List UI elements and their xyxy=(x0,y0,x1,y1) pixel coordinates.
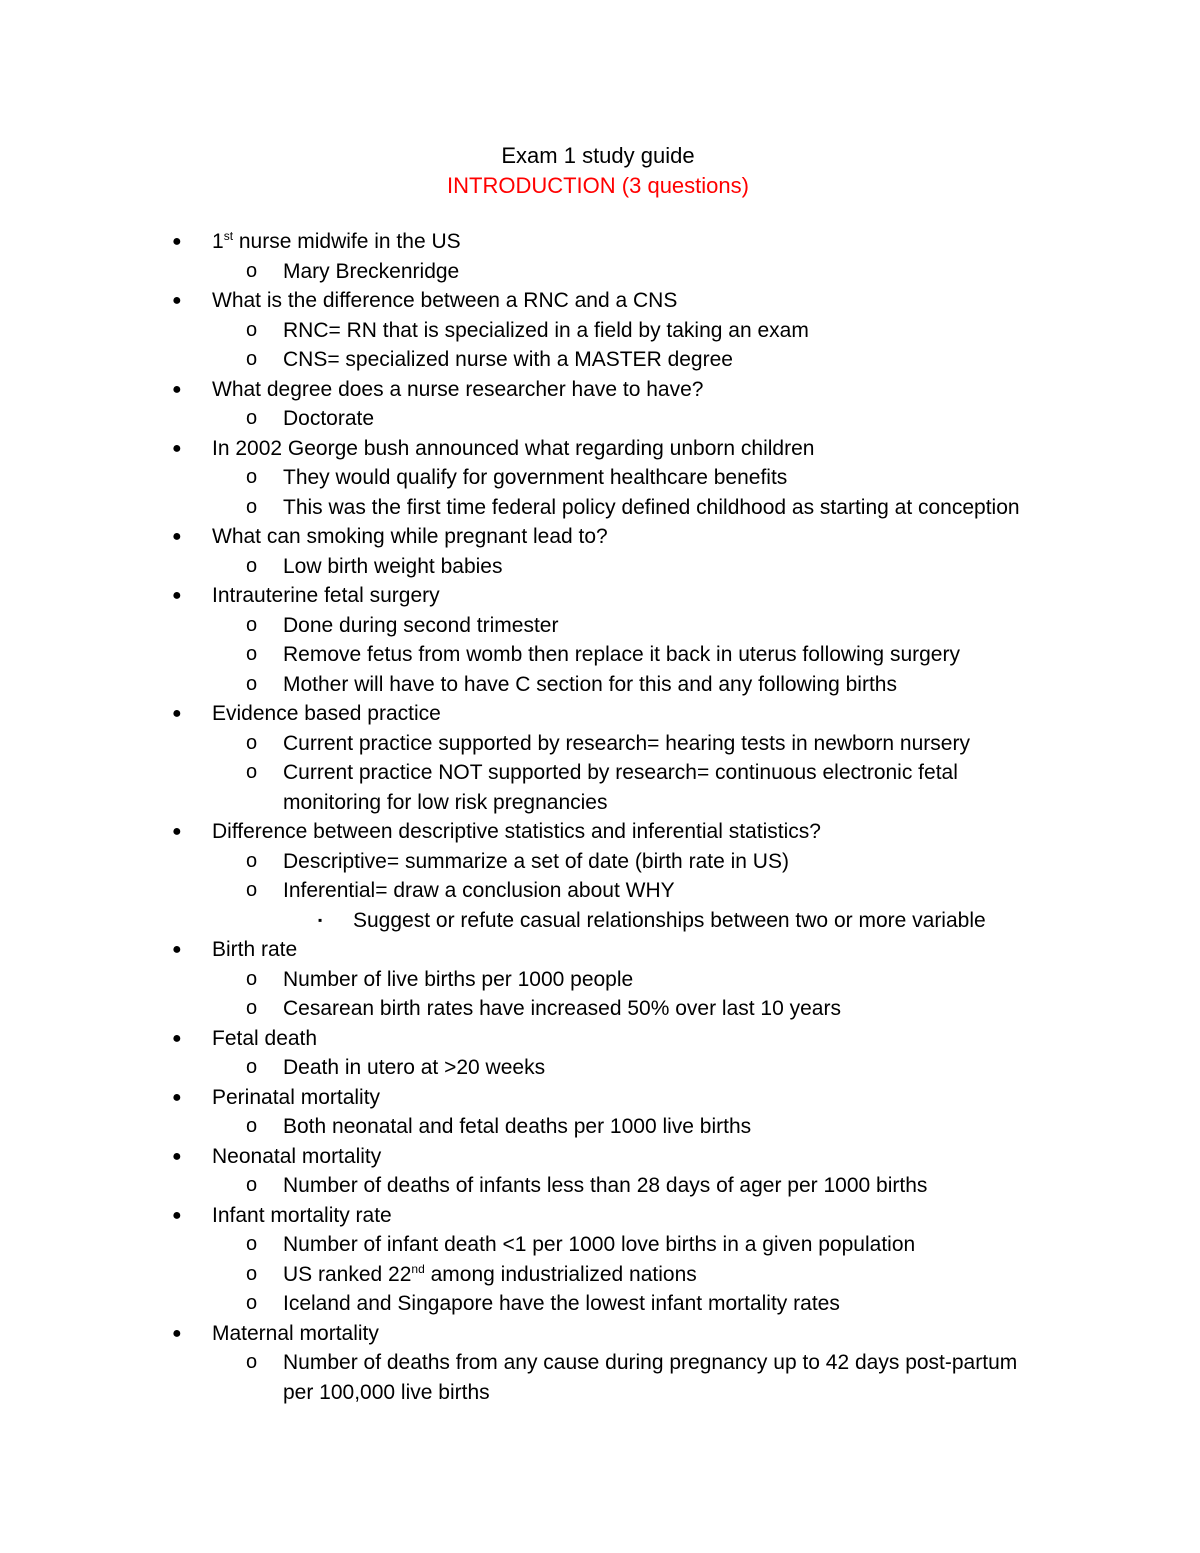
circle-bullet-icon: o xyxy=(246,407,258,429)
outline-subitem xyxy=(0,1171,1200,1201)
item-text: CNS= specialized nurse with a MASTER degree xyxy=(283,348,733,371)
item-text: This was the first time federal policy defined childhood as starting at conception xyxy=(283,495,1020,519)
item-text: Mary Breckenridge xyxy=(283,259,460,283)
outline-item xyxy=(0,1201,1200,1231)
circle-bullet-icon: o xyxy=(246,1292,258,1314)
outline-subitem xyxy=(0,1112,1200,1142)
item-text: per 100,000 live births xyxy=(283,1380,490,1404)
outline-subitem xyxy=(0,1289,1200,1319)
outline-list xyxy=(0,227,1200,1407)
item-text: Intrauterine fetal surgery xyxy=(212,584,440,607)
outline-subitem xyxy=(0,611,1200,641)
outline-item xyxy=(0,1083,1200,1113)
item-text: What is the difference between a RNC and a CNS xyxy=(212,289,678,312)
bullet-icon: ● xyxy=(172,1324,182,1342)
circle-bullet-icon: o xyxy=(246,761,258,783)
item-text: monitoring for low risk pregnancies xyxy=(283,790,608,814)
outline-subitem xyxy=(0,670,1200,700)
item-text: Number of deaths from any cause during pregnancy up to 42 days post-partum xyxy=(283,1351,1018,1374)
item-text: What can smoking while pregnant lead to? xyxy=(212,525,608,548)
circle-bullet-icon: o xyxy=(246,1115,258,1137)
outline-item xyxy=(0,227,1200,257)
circle-bullet-icon: o xyxy=(246,348,258,370)
circle-bullet-icon: o xyxy=(246,879,258,901)
circle-bullet-icon: o xyxy=(246,613,258,636)
item-text: Both neonatal and fetal deaths per 1000 live births xyxy=(283,1115,752,1138)
outline-subitem xyxy=(0,1230,1200,1260)
outline-subitem xyxy=(0,493,1200,523)
item-text: What degree does a nurse researcher have to have? xyxy=(212,377,704,401)
outline-subitem xyxy=(0,463,1200,493)
outline-subitem xyxy=(0,257,1200,287)
outline-subitem xyxy=(0,906,1200,936)
outline-item xyxy=(0,375,1200,405)
outline-subitem xyxy=(0,994,1200,1024)
item-text: Fetal death xyxy=(212,1026,318,1050)
circle-bullet-icon: o xyxy=(246,1351,258,1373)
document-title: Exam 1 study guide xyxy=(501,143,695,168)
outline-subitem xyxy=(0,758,1200,788)
item-text: Descriptive= summarize a set of date (birth rate in US) xyxy=(283,849,789,873)
item-text: Mother will have to have C section for this and any following births xyxy=(283,672,897,696)
bullet-icon: ● xyxy=(172,233,182,250)
circle-bullet-icon: o xyxy=(246,259,258,282)
circle-bullet-icon: o xyxy=(246,731,258,754)
outline-subitem xyxy=(0,965,1200,995)
outline-subitem xyxy=(0,552,1200,582)
outline-item xyxy=(0,522,1200,552)
circle-bullet-icon: o xyxy=(246,643,258,665)
outline-subitem xyxy=(0,1053,1200,1083)
outline-item xyxy=(0,1319,1200,1349)
item-text-rest: among industrialized nations xyxy=(424,1262,697,1286)
circle-bullet-icon: o xyxy=(246,466,258,488)
item-text: Current practice NOT supported by research= continuous electronic fetal xyxy=(283,761,958,784)
outline-item xyxy=(0,581,1200,611)
superscript: nd xyxy=(411,1261,425,1276)
outline-subitem xyxy=(0,316,1200,346)
outline-item-continuation xyxy=(0,1378,1200,1408)
circle-bullet-icon: o xyxy=(246,1056,258,1078)
item-text: Number of deaths of infants less than 28 days of ager per 1000 births xyxy=(283,1174,928,1197)
bullet-icon: ● xyxy=(172,528,182,545)
outline-subitem xyxy=(0,345,1200,375)
bullet-icon: ● xyxy=(172,1206,182,1224)
item-text: Low birth weight babies xyxy=(283,554,503,578)
outline-subitem xyxy=(0,1348,1200,1378)
bullet-icon: ● xyxy=(172,1147,182,1165)
square-bullet-icon: ▪ xyxy=(318,912,323,927)
item-text-rest: nurse midwife in the US xyxy=(233,230,461,253)
bullet-icon: ● xyxy=(172,587,182,604)
item-text: Remove fetus from womb then replace it back in uterus following surgery xyxy=(283,643,960,666)
outline-item xyxy=(0,1024,1200,1054)
item-text: In 2002 George bush announced what regarding unborn children xyxy=(212,436,815,460)
circle-bullet-icon: o xyxy=(246,672,258,695)
item-text: Infant mortality rate xyxy=(212,1203,392,1227)
circle-bullet-icon: o xyxy=(246,1233,258,1255)
item-text: 1 xyxy=(212,230,224,253)
item-text: Inferential= draw a conclusion about WHY xyxy=(283,879,675,902)
bullet-icon: ● xyxy=(172,380,182,398)
outline-subitem xyxy=(0,1260,1200,1290)
superscript: st xyxy=(223,229,234,243)
circle-bullet-icon: o xyxy=(246,967,258,990)
item-text: Number of live births per 1000 people xyxy=(283,967,634,991)
circle-bullet-icon: o xyxy=(246,997,258,1019)
item-text: Perinatal mortality xyxy=(212,1085,381,1109)
outline-subitem xyxy=(0,847,1200,877)
item-text: Doctorate xyxy=(283,407,375,430)
circle-bullet-icon: o xyxy=(246,1174,258,1196)
outline-subitem xyxy=(0,404,1200,434)
item-text: Done during second trimester xyxy=(283,613,559,637)
item-text: Birth rate xyxy=(212,938,298,961)
outline-item xyxy=(0,817,1200,847)
circle-bullet-icon: o xyxy=(246,554,258,577)
outline-subitem xyxy=(0,876,1200,906)
outline-item xyxy=(0,935,1200,965)
outline-subitem xyxy=(0,640,1200,670)
item-text: Maternal mortality xyxy=(212,1321,379,1345)
item-text: They would qualify for government healthcare benefits xyxy=(283,466,788,489)
bullet-icon: ● xyxy=(172,292,182,309)
outline-item xyxy=(0,434,1200,464)
item-text: US ranked 22 xyxy=(283,1262,412,1286)
bullet-icon: ● xyxy=(172,1029,182,1047)
outline-item xyxy=(0,1142,1200,1172)
circle-bullet-icon: o xyxy=(246,318,258,341)
item-text: Cesarean birth rates have increased 50% over last 10 years xyxy=(283,997,841,1020)
outline-item xyxy=(0,286,1200,316)
item-text: RNC= RN that is specialized in a field by taking an exam xyxy=(283,318,809,342)
circle-bullet-icon: o xyxy=(246,1262,258,1285)
item-text: Iceland and Singapore have the lowest infant mortality rates xyxy=(283,1292,840,1315)
item-text: Death in utero at >20 weeks xyxy=(283,1056,546,1079)
item-text: Current practice supported by research= hearing tests in newborn nursery xyxy=(283,731,970,755)
item-text: Neonatal mortality xyxy=(212,1144,382,1168)
bullet-icon: ● xyxy=(172,941,182,958)
circle-bullet-icon: o xyxy=(246,849,258,872)
bullet-icon: ● xyxy=(172,705,182,722)
outline-item-continuation xyxy=(0,788,1200,818)
circle-bullet-icon: o xyxy=(246,495,258,518)
outline-subitem xyxy=(0,729,1200,759)
bullet-icon: ● xyxy=(172,1088,182,1106)
item-text: Number of infant death <1 per 1000 love births in a given population xyxy=(283,1233,916,1256)
item-text: Suggest or refute casual relationships between two or more variable xyxy=(353,908,986,932)
bullet-icon: ● xyxy=(172,439,182,457)
section-heading: INTRODUCTION (3 questions) xyxy=(447,173,749,198)
item-text: Difference between descriptive statistics and inferential statistics? xyxy=(212,820,821,843)
outline-item xyxy=(0,699,1200,729)
item-text: Evidence based practice xyxy=(212,702,441,725)
bullet-icon: ● xyxy=(172,823,182,840)
